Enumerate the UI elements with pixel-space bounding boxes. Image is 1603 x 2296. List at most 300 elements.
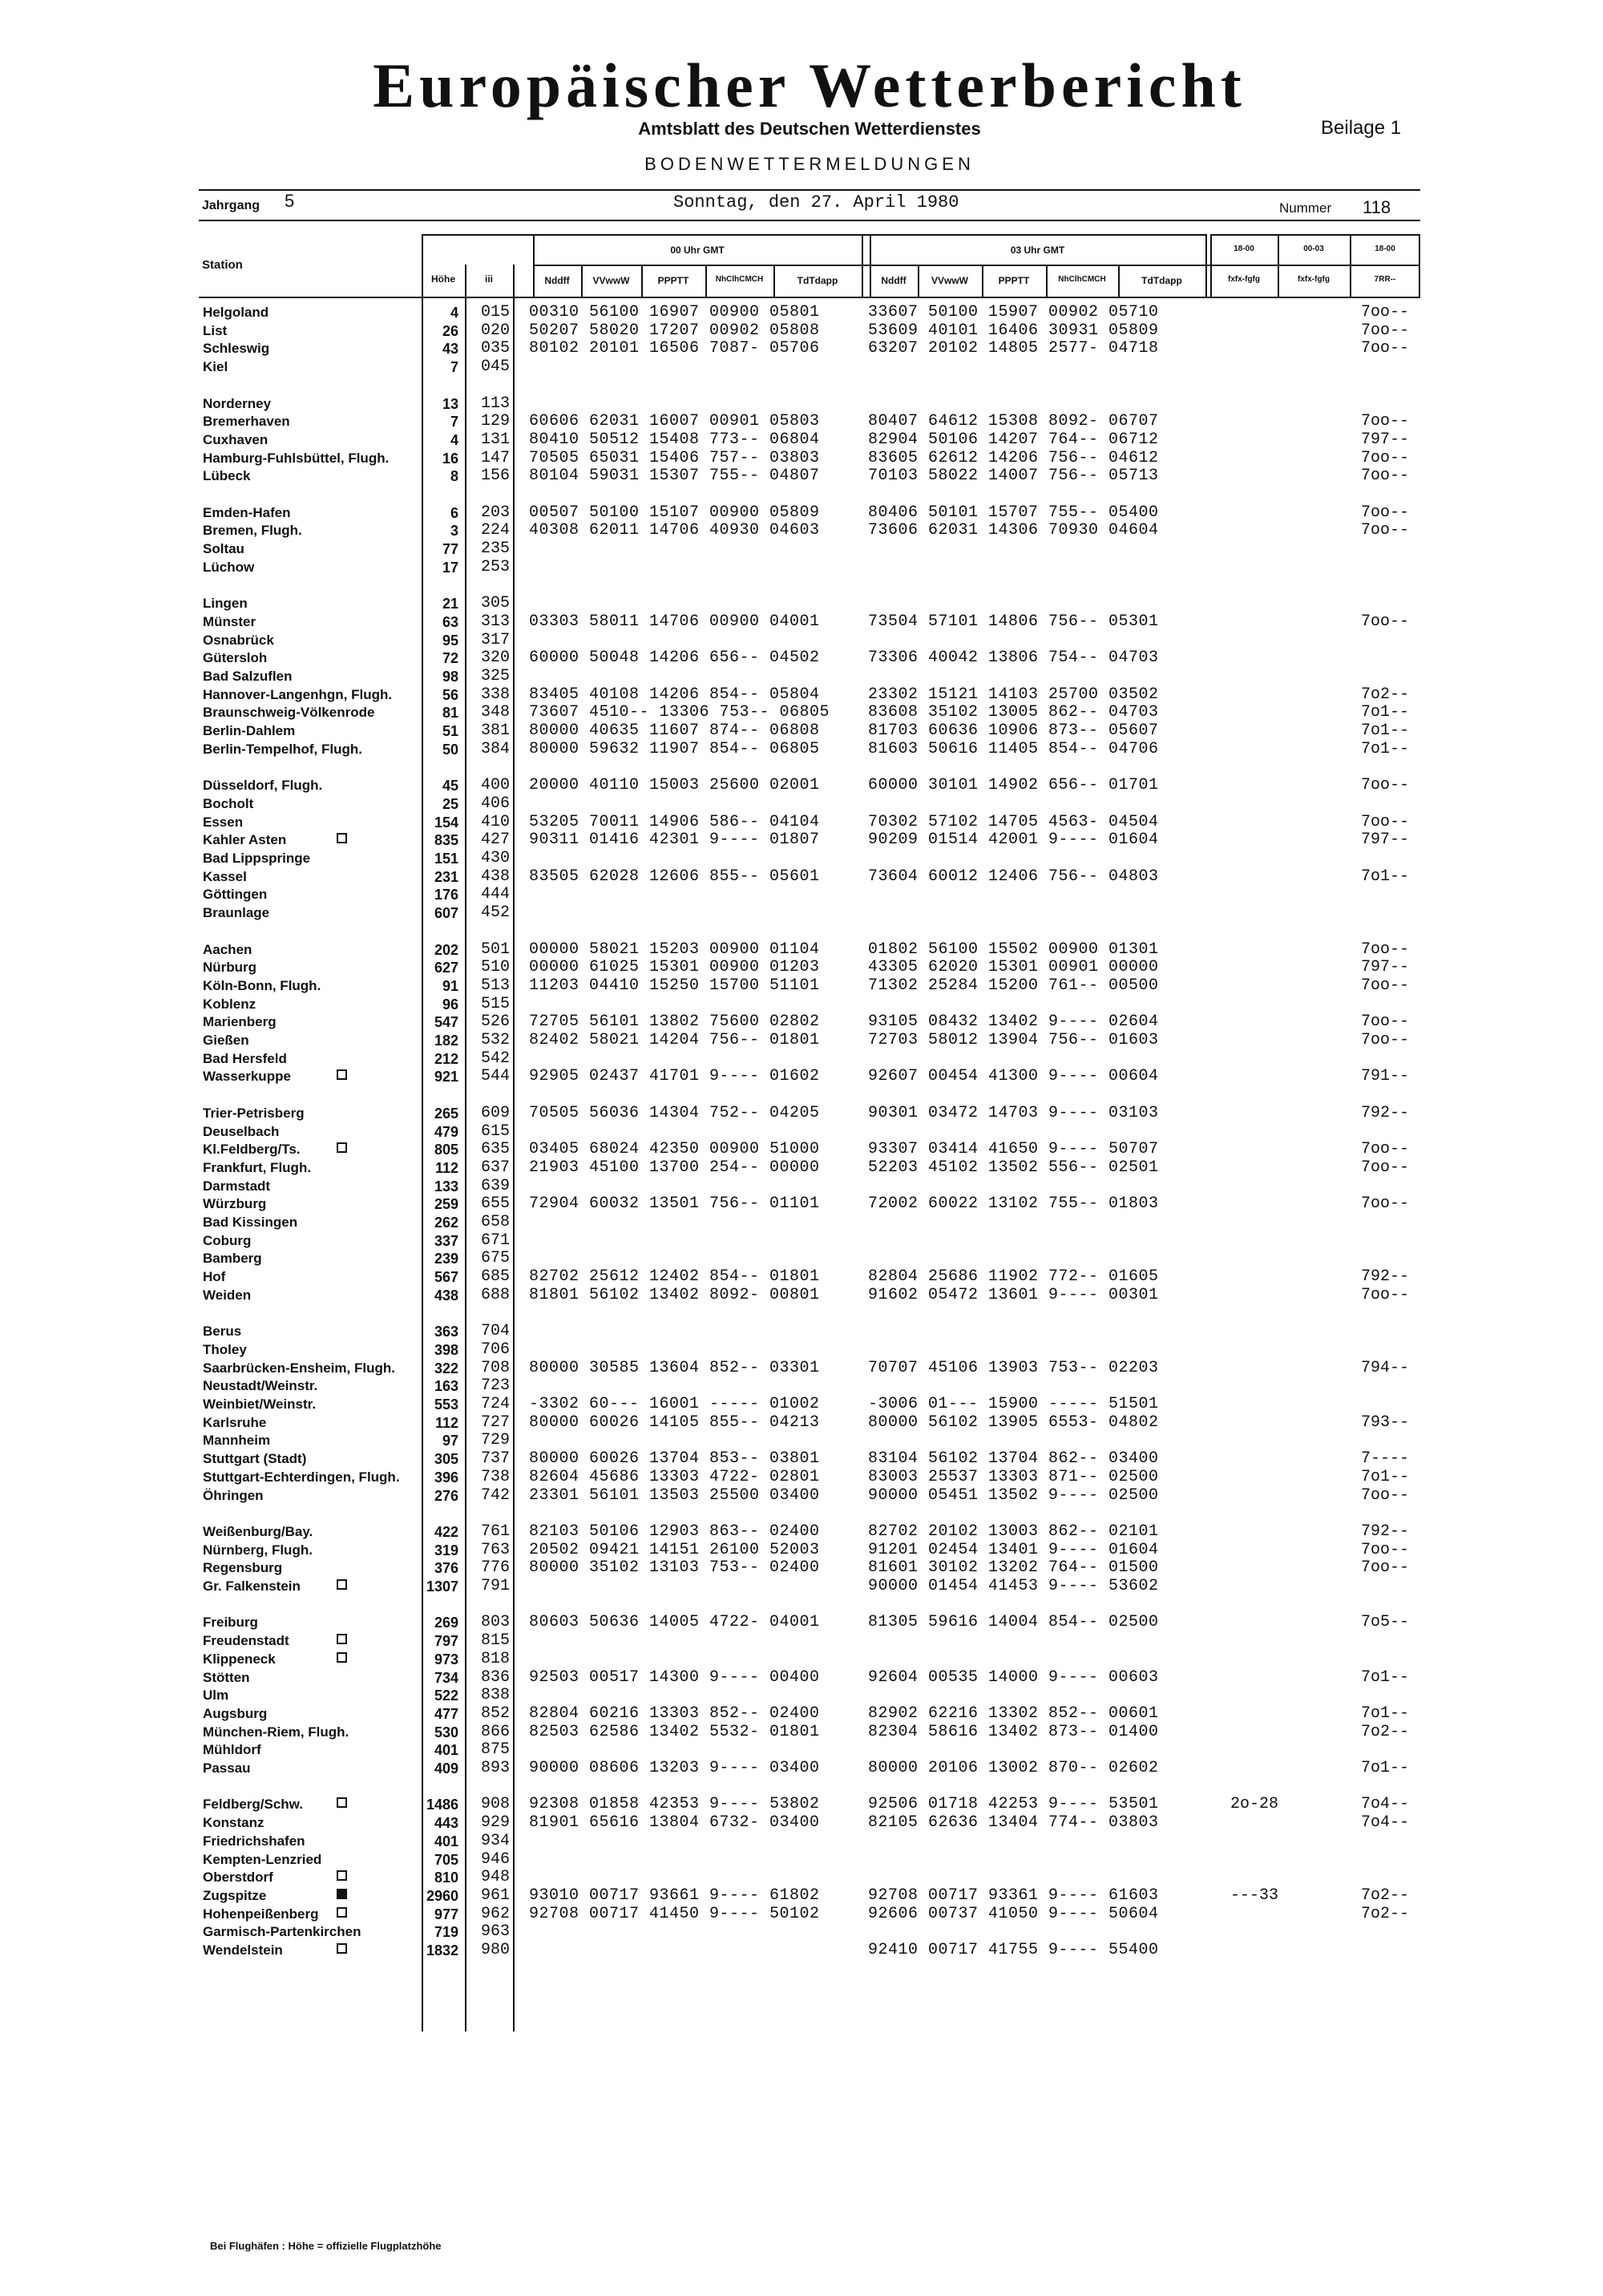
- station-name: Saarbrücken-Ensheim, Flugh.: [203, 1360, 395, 1376]
- station-height: 151: [434, 851, 458, 867]
- station-height: 921: [434, 1069, 458, 1085]
- station-id: 658: [481, 1213, 511, 1231]
- obs-00-uhr: 72705 56101 13802 75600 02802: [529, 1013, 820, 1032]
- station-id: 639: [481, 1176, 511, 1195]
- station-name: Marienberg: [203, 1014, 277, 1030]
- precip-group: 7oo--: [1361, 467, 1410, 486]
- table-row: [0, 1231, 1603, 1249]
- station-name: Stuttgart-Echterdingen, Flugh.: [203, 1469, 400, 1485]
- obs-00-uhr: 80000 60026 14105 855-- 04213: [529, 1413, 820, 1432]
- station-id: 675: [481, 1249, 511, 1268]
- station-id: 836: [481, 1667, 511, 1687]
- header-col: PPPTT: [998, 275, 1030, 286]
- precip-group: 7oo--: [1361, 940, 1410, 959]
- station-id: 776: [481, 1558, 511, 1578]
- obs-00-uhr: 83405 40108 14206 854-- 05804: [529, 685, 820, 704]
- station-height: 547: [434, 1014, 458, 1031]
- table-row: [0, 794, 1603, 812]
- table-row: [0, 1522, 1603, 1540]
- station-id: 384: [481, 739, 511, 758]
- obs-03-uhr: 70302 57102 14705 4563- 04504: [868, 812, 1159, 831]
- station-name: Freudenstadt: [203, 1633, 289, 1649]
- station-height: 4: [450, 431, 458, 448]
- station-id: 908: [481, 1795, 511, 1814]
- precip-group: 7o2--: [1361, 1722, 1410, 1741]
- station-height: 269: [434, 1615, 458, 1631]
- precip-group: 7oo--: [1361, 1486, 1410, 1505]
- station-height: 522: [434, 1688, 458, 1704]
- station-name: Garmisch-Partenkirchen: [203, 1924, 361, 1940]
- header-col: VVwwW: [931, 275, 968, 286]
- obs-00-uhr: 80000 59632 11907 854-- 06805: [529, 739, 820, 758]
- table-row: [0, 430, 1603, 448]
- station-name: Klippeneck: [203, 1651, 276, 1667]
- station-name: Tholey: [203, 1341, 247, 1357]
- station-name: Weinbiet/Weinstr.: [203, 1397, 317, 1412]
- station-id: 320: [481, 649, 511, 668]
- station-name: Frankfurt, Flugh.: [203, 1159, 312, 1175]
- header-hoehe: Höhe: [431, 273, 455, 285]
- station-height: 7: [450, 414, 458, 430]
- obs-00-uhr: 20502 09421 14151 26100 52003: [529, 1540, 820, 1559]
- station-name: Hannover-Langenhgn, Flugh.: [203, 686, 393, 702]
- station-id: 532: [481, 1031, 511, 1049]
- table-row: [0, 685, 1603, 703]
- precip-group: 7oo--: [1361, 1194, 1410, 1214]
- station-height: 239: [434, 1251, 458, 1267]
- station-height: 422: [434, 1523, 458, 1540]
- table-row: [0, 1194, 1603, 1212]
- obs-03-uhr: 60000 30101 14902 656-- 01701: [868, 776, 1159, 795]
- station-id: 706: [481, 1340, 511, 1359]
- station-name: Wendelstein: [203, 1942, 283, 1958]
- obs-03-uhr: 82304 58616 13402 873-- 01400: [868, 1722, 1159, 1741]
- header-iii: iii: [484, 273, 493, 285]
- table-row: [0, 703, 1603, 721]
- station-height: 17: [442, 559, 458, 576]
- station-name: Deuselbach: [203, 1123, 280, 1139]
- station-name: Braunlage: [203, 905, 270, 921]
- station-height: 973: [434, 1651, 458, 1667]
- station-name: Koblenz: [203, 996, 256, 1012]
- header-col: Nddff: [881, 275, 906, 286]
- station-height: 91: [442, 977, 458, 994]
- header-03-uhr: 03 Uhr GMT: [1010, 245, 1065, 256]
- obs-03-uhr: 73604 60012 12406 756-- 04803: [868, 867, 1159, 886]
- obs-00-uhr: 00000 58021 15203 00900 01104: [529, 940, 820, 959]
- station-name: Nürburg: [203, 960, 257, 976]
- station-height: 7: [450, 359, 458, 376]
- table-row: [0, 1631, 1603, 1649]
- obs-00-uhr: 80102 20101 16506 7087- 05706: [529, 339, 820, 358]
- station-height: 3: [450, 523, 458, 540]
- station-id: 015: [481, 303, 511, 321]
- station-height: 479: [434, 1123, 458, 1140]
- station-name: Stötten: [203, 1669, 250, 1685]
- obs-03-uhr: 92506 01718 42253 9---- 53501: [868, 1795, 1159, 1814]
- obs-00-uhr: 80410 50512 15408 773-- 06804: [529, 430, 820, 449]
- station-name: Cuxhaven: [203, 431, 269, 447]
- jahrgang-label: Jahrgang: [202, 199, 260, 212]
- station-id: 875: [481, 1740, 511, 1760]
- nummer-label: Nummer: [1279, 200, 1332, 216]
- station-name: Kassel: [203, 868, 247, 884]
- obs-00-uhr: 92708 00717 41450 9---- 50102: [529, 1904, 820, 1923]
- station-height: 376: [434, 1560, 458, 1577]
- station-id: 348: [481, 703, 511, 722]
- header-extra: 00-03: [1303, 245, 1324, 253]
- table-row: [0, 1140, 1603, 1158]
- table-row: [0, 1941, 1603, 1958]
- station-name: Göttingen: [203, 887, 268, 903]
- obs-03-uhr: 90301 03472 14703 9---- 03103: [868, 1103, 1159, 1122]
- obs-00-uhr: 70505 65031 15406 757-- 03803: [529, 448, 820, 467]
- table-row: [0, 1031, 1603, 1049]
- station-height: 231: [434, 868, 458, 885]
- station-height: 401: [434, 1833, 458, 1849]
- station-height: 259: [434, 1196, 458, 1213]
- station-height: 719: [434, 1924, 458, 1941]
- station-height: 81: [442, 705, 458, 722]
- station-name: Passau: [203, 1760, 251, 1776]
- header-rule-top: [422, 234, 1205, 236]
- table-row: [0, 1650, 1603, 1667]
- table-row: [0, 1486, 1603, 1504]
- precip-group: 7o2--: [1361, 1886, 1410, 1905]
- precip-group: 7oo--: [1361, 339, 1410, 358]
- station-id: 962: [481, 1904, 511, 1923]
- header-00-uhr: 00 Uhr GMT: [670, 245, 725, 256]
- station-name: Bamberg: [203, 1251, 262, 1267]
- obs-03-uhr: 70707 45106 13903 753-- 02203: [868, 1358, 1159, 1377]
- station-height: 977: [434, 1906, 458, 1922]
- station-height: 63: [442, 613, 458, 630]
- header-col: PPPTT: [657, 275, 689, 286]
- station-id: 615: [481, 1122, 511, 1141]
- station-name: Aachen: [203, 941, 252, 957]
- station-name: Karlsruhe: [203, 1414, 267, 1430]
- station-height: 45: [442, 778, 458, 794]
- station-name: Konstanz: [203, 1815, 264, 1831]
- table-row: [0, 1850, 1603, 1868]
- table-row: [0, 1886, 1603, 1904]
- precip-group: 7----: [1361, 1449, 1410, 1469]
- obs-00-uhr: 81901 65616 13804 6732- 03400: [529, 1813, 820, 1833]
- precip-group: 7oo--: [1361, 1031, 1410, 1049]
- obs-00-uhr: 50207 58020 17207 00902 05808: [529, 321, 820, 340]
- station-name: München-Riem, Flugh.: [203, 1724, 349, 1740]
- precip-group: 7o2--: [1361, 1904, 1410, 1923]
- table-row: [0, 412, 1603, 430]
- station-height: 98: [442, 669, 458, 685]
- table-row: [0, 1759, 1603, 1777]
- station-id: 406: [481, 794, 511, 813]
- station-name: Münster: [203, 613, 256, 629]
- table-row: [0, 612, 1603, 630]
- obs-03-uhr: 82702 20102 13003 862-- 02101: [868, 1522, 1159, 1541]
- obs-00-uhr: 82402 58021 14204 756-- 01801: [529, 1031, 820, 1049]
- station-name: Braunschweig-Völkenrode: [203, 705, 375, 721]
- table-row: [0, 1049, 1603, 1067]
- obs-03-uhr: 63207 20102 14805 2577- 04718: [868, 339, 1159, 358]
- station-height: 567: [434, 1269, 458, 1286]
- station-name: Coburg: [203, 1232, 252, 1248]
- precip-group: 794--: [1361, 1358, 1410, 1377]
- station-id: 381: [481, 722, 511, 741]
- station-id: 501: [481, 940, 511, 959]
- jahrgang-value: 5: [285, 191, 295, 211]
- table-row: [0, 940, 1603, 958]
- precip-group: 7oo--: [1361, 1158, 1410, 1177]
- station-id: 866: [481, 1722, 511, 1741]
- table-row: [0, 558, 1603, 576]
- obs-00-uhr: 80000 35102 13103 753-- 02400: [529, 1558, 820, 1578]
- table-row: [0, 903, 1603, 921]
- obs-03-uhr: 91602 05472 13601 9---- 00301: [868, 1285, 1159, 1304]
- station-id: 438: [481, 867, 511, 886]
- precip-group: 7o1--: [1361, 1759, 1410, 1777]
- station-name: Osnabrück: [203, 632, 274, 648]
- table-row: [0, 1686, 1603, 1704]
- station-id: 948: [481, 1868, 511, 1887]
- table-row: [0, 358, 1603, 375]
- station-id: 253: [481, 557, 511, 576]
- station-height: 26: [442, 322, 458, 339]
- station-name: Hof: [203, 1269, 226, 1285]
- obs-03-uhr: 71302 25284 15200 761-- 00500: [868, 976, 1159, 995]
- station-height: 363: [434, 1324, 458, 1340]
- obs-00-uhr: 80000 40635 11607 874-- 06808: [529, 722, 820, 741]
- station-height: 477: [434, 1705, 458, 1722]
- table-row: [0, 1922, 1603, 1940]
- station-name: Würzburg: [203, 1196, 267, 1212]
- table-row: [0, 1449, 1603, 1467]
- obs-03-uhr: 93307 03414 41650 9---- 50707: [868, 1140, 1159, 1159]
- precip-group: 7oo--: [1361, 503, 1410, 522]
- station-id: 203: [481, 503, 511, 522]
- station-height: 265: [434, 1105, 458, 1122]
- table-row: [0, 1431, 1603, 1449]
- issue-date: Sonntag, den 27. April 1980: [673, 192, 959, 212]
- station-height: 95: [442, 632, 458, 649]
- station-height: 262: [434, 1215, 458, 1231]
- station-name: Nürnberg, Flugh.: [203, 1542, 313, 1558]
- precip-group: 7o5--: [1361, 1613, 1410, 1632]
- station-id: 742: [481, 1486, 511, 1505]
- station-height: 212: [434, 1050, 458, 1067]
- table-row: [0, 1558, 1603, 1576]
- station-name: Gießen: [203, 1033, 249, 1048]
- table-row: [0, 1905, 1603, 1922]
- header-divider-00-right: [862, 234, 863, 298]
- station-height: 1486: [426, 1797, 458, 1813]
- precip-group: 7o1--: [1361, 1467, 1410, 1486]
- obs-03-uhr: 82902 62216 13302 852-- 00601: [868, 1704, 1159, 1723]
- obs-03-uhr: 82904 50106 14207 764-- 06712: [868, 430, 1159, 449]
- station-height: 43: [442, 341, 458, 358]
- station-height: 607: [434, 905, 458, 922]
- table-row: [0, 594, 1603, 612]
- obs-00-uhr: -3302 60--- 16001 ----- 01002: [529, 1395, 820, 1413]
- station-name: Düsseldorf, Flugh.: [203, 778, 323, 794]
- station-id: 147: [481, 448, 511, 467]
- gust-group: 2o-28: [1230, 1795, 1279, 1814]
- station-height: 72: [442, 650, 458, 667]
- obs-03-uhr: 70103 58022 14007 756-- 05713: [868, 467, 1159, 486]
- obs-00-uhr: 82804 60216 13303 852-- 02400: [529, 1704, 820, 1723]
- table-row: [0, 1868, 1603, 1886]
- subtitle: Amtsblatt des Deutschen Wetterdienstes: [638, 119, 981, 139]
- station-name: Ulm: [203, 1688, 229, 1704]
- table-row: [0, 740, 1603, 758]
- station-id: 544: [481, 1067, 511, 1086]
- station-height: 734: [434, 1669, 458, 1686]
- extra-rule-mid: [1210, 265, 1420, 266]
- section-title: BODENWETTERMELDUNGEN: [644, 154, 975, 174]
- station-name: Weißenburg/Bay.: [203, 1523, 313, 1539]
- obs-03-uhr: 90000 01454 41453 9---- 53602: [868, 1577, 1159, 1595]
- station-id: 729: [481, 1431, 511, 1450]
- table-row: [0, 1286, 1603, 1304]
- station-name: Friedrichshafen: [203, 1833, 305, 1849]
- station-name: Feldberg/Schw.: [203, 1797, 304, 1813]
- station-id: 723: [481, 1376, 511, 1396]
- table-row: [0, 1067, 1603, 1085]
- precip-group: 797--: [1361, 958, 1410, 977]
- precip-group: 7oo--: [1361, 776, 1410, 795]
- precip-group: 7o1--: [1361, 1704, 1410, 1723]
- header-extra: fxfx-fgfg: [1228, 275, 1260, 284]
- obs-03-uhr: 92606 00737 41050 9---- 50604: [868, 1904, 1159, 1923]
- table-row: [0, 867, 1603, 885]
- station-height: 133: [434, 1178, 458, 1194]
- obs-00-uhr: 92905 02437 41701 9---- 01602: [529, 1067, 820, 1086]
- station-height: 4: [450, 305, 458, 321]
- open-square-icon: [337, 1797, 347, 1808]
- table-row: [0, 540, 1603, 557]
- obs-03-uhr: 81703 60636 10906 873-- 05607: [868, 722, 1159, 741]
- table-row: [0, 958, 1603, 976]
- divider-top: [199, 189, 1420, 191]
- obs-03-uhr: 82105 62636 13404 774-- 03803: [868, 1813, 1159, 1833]
- obs-03-uhr: 90209 01514 42001 9---- 01604: [868, 831, 1159, 850]
- precip-group: 7oo--: [1361, 521, 1410, 540]
- table-row: [0, 649, 1603, 666]
- obs-00-uhr: 73607 4510-- 13306 753-- 06805: [529, 703, 830, 722]
- obs-03-uhr: 73504 57101 14806 756-- 05301: [868, 612, 1159, 631]
- obs-00-uhr: 03303 58011 14706 00900 04001: [529, 612, 820, 631]
- table-row: [0, 394, 1603, 412]
- table-row: [0, 321, 1603, 339]
- station-name: Weiden: [203, 1287, 252, 1303]
- station-height: 13: [442, 395, 458, 412]
- station-height: 396: [434, 1469, 458, 1486]
- obs-03-uhr: 80000 56102 13905 6553- 04802: [868, 1413, 1159, 1432]
- station-id: 410: [481, 812, 511, 831]
- station-id: 045: [481, 358, 511, 377]
- obs-03-uhr: 80000 20106 13002 870-- 02602: [868, 1759, 1159, 1777]
- obs-00-uhr: 81801 56102 13402 8092- 00801: [529, 1285, 820, 1304]
- station-name: Schleswig: [203, 341, 270, 357]
- station-id: 156: [481, 467, 511, 486]
- obs-03-uhr: 83003 25537 13303 871-- 02500: [868, 1467, 1159, 1486]
- obs-03-uhr: 92604 00535 14000 9---- 00603: [868, 1667, 1159, 1687]
- station-height: 182: [434, 1033, 458, 1049]
- obs-00-uhr: 00310 56100 16907 00900 05801: [529, 303, 820, 321]
- obs-03-uhr: 72703 58012 13904 756-- 01603: [868, 1031, 1159, 1049]
- obs-03-uhr: 82804 25686 11902 772-- 01605: [868, 1267, 1159, 1287]
- open-square-icon: [337, 1943, 347, 1954]
- obs-00-uhr: 60000 50048 14206 656-- 04502: [529, 649, 820, 668]
- station-height: 305: [434, 1451, 458, 1468]
- obs-03-uhr: 53609 40101 16406 30931 05809: [868, 321, 1159, 340]
- obs-00-uhr: 60606 62031 16007 00901 05803: [529, 412, 820, 431]
- table-row: [0, 1104, 1603, 1122]
- obs-00-uhr: 93010 00717 93661 9---- 61802: [529, 1886, 820, 1905]
- station-id: 427: [481, 831, 511, 850]
- station-id: 609: [481, 1103, 511, 1122]
- precip-group: 791--: [1361, 1067, 1410, 1086]
- station-height: 805: [434, 1142, 458, 1158]
- station-id: 963: [481, 1922, 511, 1942]
- obs-00-uhr: 03405 68024 42350 00900 51000: [529, 1140, 820, 1159]
- station-height: 77: [442, 541, 458, 558]
- precip-group: 793--: [1361, 1413, 1410, 1432]
- obs-03-uhr: 80407 64612 15308 8092- 06707: [868, 412, 1159, 431]
- station-name: Wasserkuppe: [203, 1069, 291, 1085]
- table-row: [0, 885, 1603, 903]
- obs-00-uhr: 80000 30585 13604 852-- 03301: [529, 1358, 820, 1377]
- station-name: Trier-Petrisberg: [203, 1105, 305, 1121]
- open-square-icon: [337, 1069, 347, 1080]
- station-name: Berlin-Dahlem: [203, 723, 296, 739]
- station-height: 705: [434, 1851, 458, 1868]
- precip-group: 7o4--: [1361, 1813, 1410, 1833]
- obs-03-uhr: 83608 35102 13005 862-- 04703: [868, 703, 1159, 722]
- obs-00-uhr: 21903 45100 13700 254-- 00000: [529, 1158, 820, 1177]
- precip-group: 7oo--: [1361, 1285, 1410, 1304]
- precip-group: 7o1--: [1361, 722, 1410, 741]
- station-name: Gr. Falkenstein: [203, 1578, 301, 1594]
- header-col: VVwwW: [592, 275, 630, 286]
- precip-group: 792--: [1361, 1103, 1410, 1122]
- station-height: 409: [434, 1760, 458, 1777]
- table-row: [0, 1468, 1603, 1486]
- station-name: Essen: [203, 814, 244, 830]
- obs-03-uhr: 92607 00454 41300 9---- 00604: [868, 1067, 1159, 1086]
- table-row: [0, 1340, 1603, 1358]
- obs-03-uhr: 83104 56102 13704 862-- 03400: [868, 1449, 1159, 1469]
- table-row: [0, 1158, 1603, 1176]
- table-row: [0, 776, 1603, 794]
- station-name: Öhringen: [203, 1487, 264, 1503]
- station-name: Neustadt/Weinstr.: [203, 1378, 318, 1394]
- station-name: Helgoland: [203, 305, 269, 320]
- obs-03-uhr: 93105 08432 13402 9---- 02604: [868, 1013, 1159, 1032]
- station-id: 452: [481, 903, 511, 923]
- station-height: 322: [434, 1360, 458, 1376]
- station-id: 738: [481, 1467, 511, 1486]
- station-id: 946: [481, 1849, 511, 1869]
- station-height: 97: [442, 1433, 458, 1449]
- station-name: Darmstadt: [203, 1178, 271, 1194]
- extra-divider-2: [1350, 234, 1351, 298]
- obs-00-uhr: 82702 25612 12402 854-- 01801: [529, 1267, 820, 1287]
- station-id: 113: [481, 394, 511, 413]
- obs-03-uhr: 72002 60022 13102 755-- 01803: [868, 1194, 1159, 1214]
- station-height: 163: [434, 1378, 458, 1395]
- page-title: Europäischer Wetterbericht: [373, 51, 1246, 120]
